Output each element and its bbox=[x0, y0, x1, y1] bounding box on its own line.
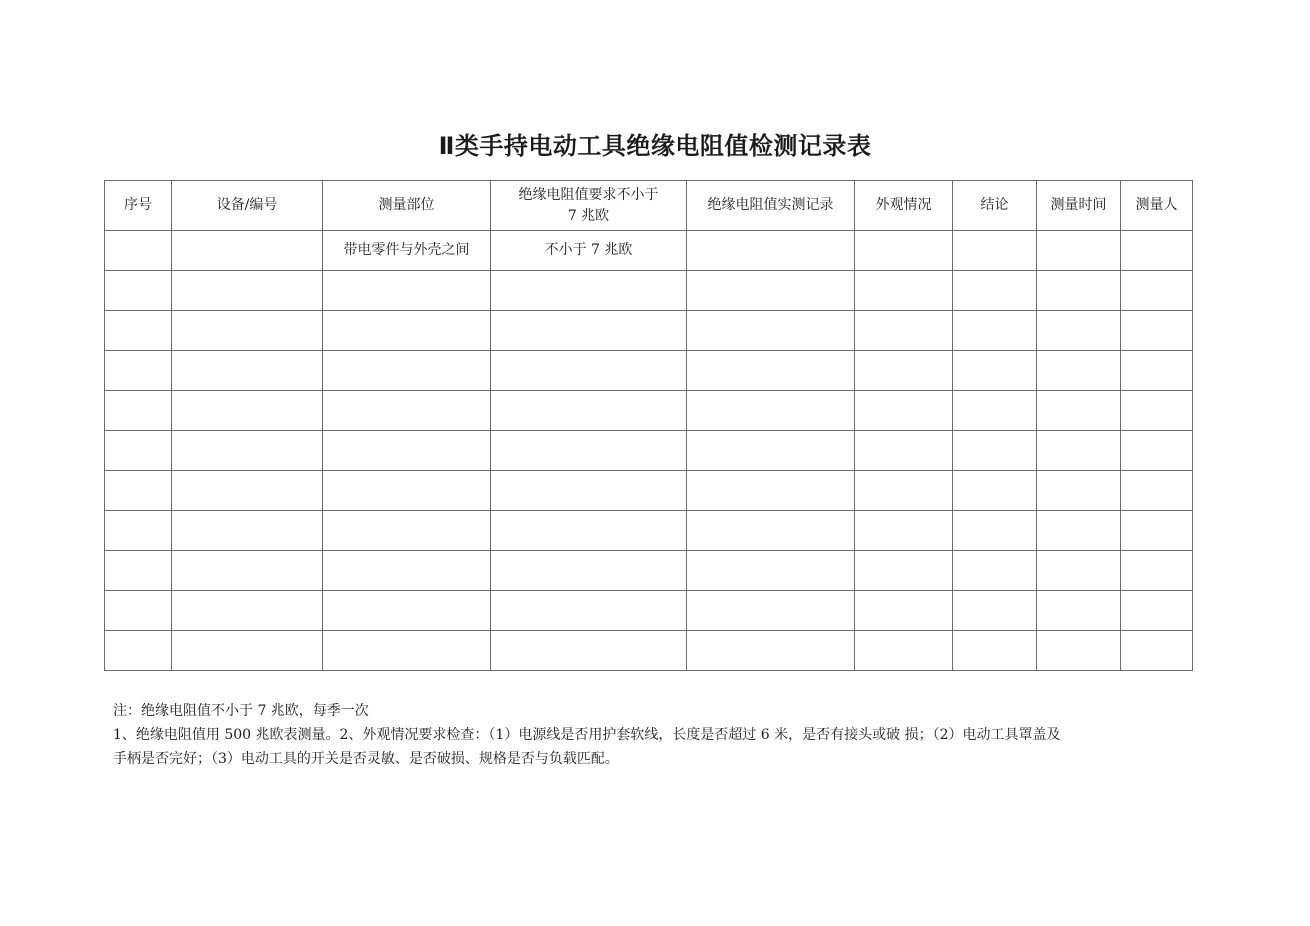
table-row bbox=[105, 431, 1193, 471]
header-cell-device: 设备/编号 bbox=[172, 181, 323, 231]
table-cell bbox=[105, 431, 172, 471]
table-cell bbox=[491, 431, 687, 471]
table-cell bbox=[323, 431, 491, 471]
table-cell bbox=[105, 351, 172, 391]
table-cell bbox=[172, 551, 323, 591]
table-cell bbox=[323, 271, 491, 311]
table-cell bbox=[491, 511, 687, 551]
table-row bbox=[105, 511, 1193, 551]
table-cell bbox=[953, 311, 1037, 351]
table-cell bbox=[1121, 511, 1193, 551]
table-cell bbox=[1037, 431, 1121, 471]
table-cell bbox=[491, 391, 687, 431]
table-cell bbox=[687, 591, 855, 631]
table-cell bbox=[1121, 311, 1193, 351]
table-cell bbox=[687, 511, 855, 551]
table-cell bbox=[491, 271, 687, 311]
table-cell bbox=[953, 471, 1037, 511]
table-cell bbox=[953, 231, 1037, 271]
page-title: Ⅱ类手持电动工具绝缘电阻值检测记录表 bbox=[438, 132, 872, 160]
table-cell bbox=[687, 231, 855, 271]
table-cell bbox=[1121, 391, 1193, 431]
table-row bbox=[105, 631, 1193, 671]
table-cell bbox=[855, 311, 953, 351]
table-cell bbox=[953, 271, 1037, 311]
note-line: 手柄是否完好；（3）电动工具的开关是否灵敏、是否破损、规格是否与负载匹配。 bbox=[113, 751, 619, 767]
table-cell bbox=[855, 631, 953, 671]
table-cell bbox=[953, 351, 1037, 391]
table-cell bbox=[855, 431, 953, 471]
table-cell bbox=[105, 591, 172, 631]
table-cell bbox=[687, 271, 855, 311]
table-cell: 带电零件与外壳之间 bbox=[323, 231, 491, 271]
table-cell bbox=[687, 351, 855, 391]
table-cell bbox=[323, 471, 491, 511]
table-cell bbox=[953, 551, 1037, 591]
table-cell bbox=[687, 551, 855, 591]
header-cell-location: 测量部位 bbox=[323, 181, 491, 231]
table-cell bbox=[323, 311, 491, 351]
table-cell bbox=[1037, 311, 1121, 351]
table-cell bbox=[1121, 271, 1193, 311]
record-table bbox=[104, 180, 1193, 671]
table-cell bbox=[953, 631, 1037, 671]
table-cell bbox=[1037, 271, 1121, 311]
table-cell bbox=[687, 391, 855, 431]
table-cell bbox=[105, 471, 172, 511]
header-row bbox=[105, 181, 1193, 231]
table-cell bbox=[172, 631, 323, 671]
table-row bbox=[105, 231, 1193, 271]
table-cell bbox=[687, 311, 855, 351]
table-cell bbox=[953, 391, 1037, 431]
table-cell bbox=[1121, 591, 1193, 631]
header-cell-requirement: 绝缘电阻值要求不小于 7 兆欧 bbox=[491, 181, 687, 231]
table-cell bbox=[855, 391, 953, 431]
header-cell-conclusion: 结论 bbox=[953, 181, 1037, 231]
table-cell bbox=[1037, 231, 1121, 271]
header-cell-person: 测量人 bbox=[1121, 181, 1193, 231]
table-cell bbox=[1037, 511, 1121, 551]
header-cell-appearance: 外观情况 bbox=[855, 181, 953, 231]
table-cell bbox=[1037, 591, 1121, 631]
notes bbox=[113, 699, 1203, 771]
table-cell bbox=[323, 351, 491, 391]
table-cell bbox=[1121, 431, 1193, 471]
table-cell bbox=[855, 551, 953, 591]
table-cell bbox=[323, 591, 491, 631]
table-cell bbox=[953, 431, 1037, 471]
table-cell bbox=[855, 511, 953, 551]
table-row bbox=[105, 311, 1193, 351]
table-cell bbox=[172, 351, 323, 391]
table-cell bbox=[687, 471, 855, 511]
table-cell bbox=[491, 631, 687, 671]
table-row bbox=[105, 351, 1193, 391]
table-cell bbox=[491, 471, 687, 511]
table-cell bbox=[1121, 231, 1193, 271]
table-cell bbox=[855, 351, 953, 391]
table-cell bbox=[105, 231, 172, 271]
table-cell bbox=[172, 391, 323, 431]
table-cell bbox=[491, 591, 687, 631]
table-cell bbox=[1037, 391, 1121, 431]
table-cell bbox=[1037, 471, 1121, 511]
table-cell bbox=[172, 271, 323, 311]
table-cell bbox=[1121, 351, 1193, 391]
header-cell-time: 测量时间 bbox=[1037, 181, 1121, 231]
table-cell bbox=[172, 511, 323, 551]
table-cell bbox=[1121, 551, 1193, 591]
note-line: 注：绝缘电阻值不小于 7 兆欧，每季一次 bbox=[113, 703, 369, 719]
table-cell bbox=[323, 511, 491, 551]
table-cell bbox=[105, 391, 172, 431]
table-cell bbox=[953, 511, 1037, 551]
table-body bbox=[105, 181, 1193, 671]
table-cell bbox=[953, 591, 1037, 631]
table-cell bbox=[105, 631, 172, 671]
note-line: 1、绝缘电阻值用 500 兆欧表测量。2、外观情况要求检查：（1）电源线是否用护套软线，长度是否超过 6 米，是否有接头或破 损；（2）电动工具罩盖及 bbox=[113, 727, 1061, 743]
table-row bbox=[105, 551, 1193, 591]
table-cell bbox=[491, 551, 687, 591]
header-cell-serial: 序号 bbox=[105, 181, 172, 231]
table-cell bbox=[491, 311, 687, 351]
table-cell bbox=[1037, 351, 1121, 391]
table-row bbox=[105, 591, 1193, 631]
table-cell bbox=[855, 231, 953, 271]
table-cell bbox=[687, 431, 855, 471]
table-cell bbox=[323, 391, 491, 431]
table-cell bbox=[491, 351, 687, 391]
table-cell bbox=[172, 231, 323, 271]
table-cell bbox=[105, 511, 172, 551]
table-cell bbox=[687, 631, 855, 671]
table-cell bbox=[105, 311, 172, 351]
table-cell bbox=[172, 471, 323, 511]
table-row bbox=[105, 471, 1193, 511]
table-cell bbox=[1121, 631, 1193, 671]
table-row bbox=[105, 391, 1193, 431]
table-cell bbox=[105, 271, 172, 311]
table-cell bbox=[323, 631, 491, 671]
table-cell bbox=[105, 551, 172, 591]
header-cell-measured: 绝缘电阻值实测记录 bbox=[687, 181, 855, 231]
table-row bbox=[105, 271, 1193, 311]
table-cell bbox=[855, 271, 953, 311]
table-cell bbox=[1121, 471, 1193, 511]
table-cell bbox=[855, 591, 953, 631]
table-cell bbox=[172, 431, 323, 471]
table-cell: 不小于 7 兆欧 bbox=[491, 231, 687, 271]
table-cell bbox=[172, 311, 323, 351]
table-cell bbox=[1037, 631, 1121, 671]
table-cell bbox=[1037, 551, 1121, 591]
table-cell bbox=[855, 471, 953, 511]
table-cell bbox=[172, 591, 323, 631]
table-cell bbox=[323, 551, 491, 591]
